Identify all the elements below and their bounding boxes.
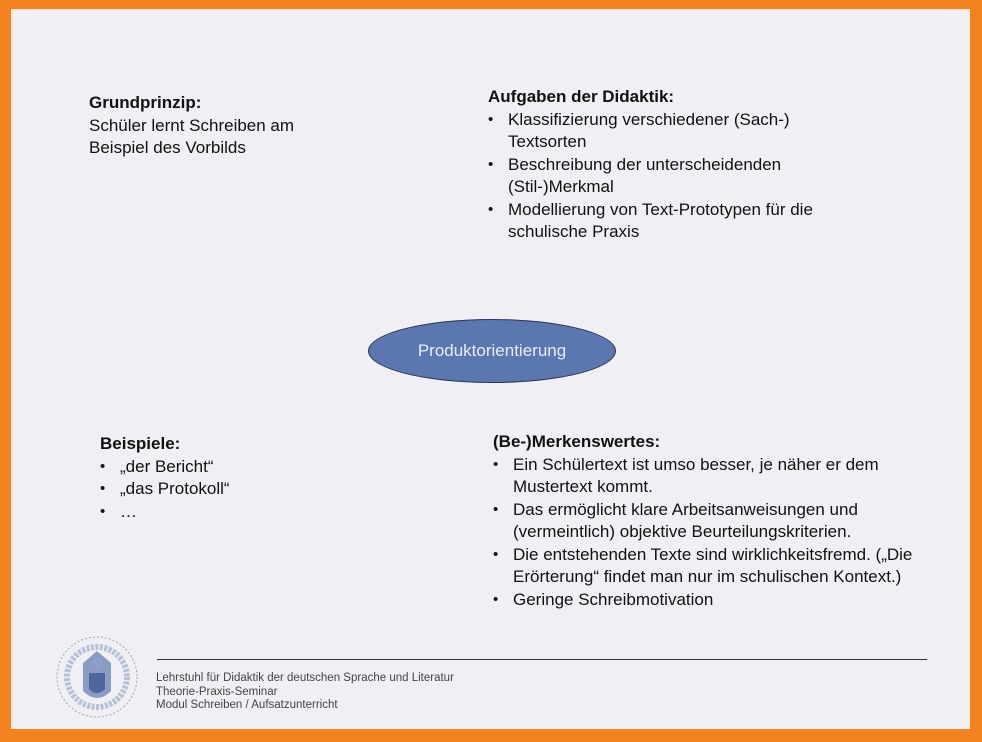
list-item: • Modellierung von Text-Prototypen für die schulische Praxis [488,199,818,244]
footer-divider [157,659,927,660]
merkenswertes-list [493,454,913,612]
footer-line-seminar: Theorie-Praxis-Seminar [156,685,278,698]
list-item: • „das Protokoll“ [100,478,300,501]
list-item: • Geringe Schreibmotivation [493,589,913,612]
list-item: • „der Bericht“ [100,456,300,479]
list-item: • Das ermöglicht klare Arbeitsanweisungen und (vermeintlich) objektive Beurteilungskriterien. [493,499,913,544]
aufgaben-heading: Aufgaben der Didaktik: [488,87,675,106]
beispiele-heading: Beispiele: [100,434,181,453]
merkenswertes-block [493,431,913,611]
beispiele-block [100,433,300,523]
grundprinzip-block [89,92,389,160]
merkenswertes-heading: (Be-)Merkenswertes: [493,432,661,451]
grundprinzip-heading: Grundprinzip: [89,93,202,112]
center-label: Produktorientierung [417,341,567,360]
grundprinzip-line: Beispiel des Vorbilds [89,138,246,157]
university-seal-icon [53,633,141,721]
footer-line-module: Modul Schreiben / Aufsatzunterricht [156,699,338,711]
list-item: • Ein Schülertext ist umso besser, je näher er dem Mustertext kommt. [493,454,913,499]
beispiele-list [100,456,300,524]
aufgaben-block [488,86,818,244]
grundprinzip-line: Schüler lernt Schreiben am [89,115,295,135]
list-item: • … [100,501,300,524]
center-ellipse [368,319,616,383]
list-item: • Klassifizierung verschiedener (Sach-) Textsorten [488,109,818,154]
aufgaben-list [488,109,818,244]
footer-text [156,672,454,713]
footer-line-chair: Lehrstuhl für Didaktik der deutschen Sprache und Literatur [156,672,454,684]
list-item: • Die entstehenden Texte sind wirklichkeitsfremd. („Die Erörterung“ findet man nur im schulischen Kontext.) [493,544,913,589]
slide [11,9,970,729]
list-item: • Beschreibung der unterscheidenden (Stil-)Merkmal [488,154,818,199]
